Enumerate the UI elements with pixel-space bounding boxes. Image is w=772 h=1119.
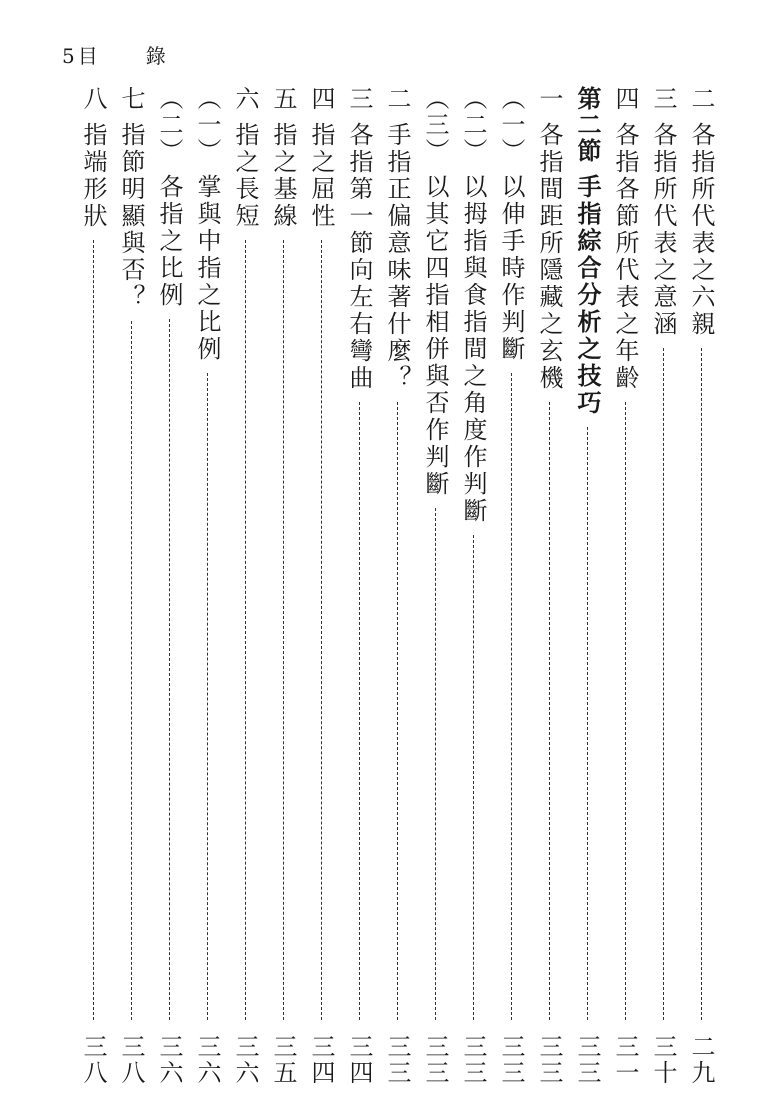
toc-entry[interactable] [454,86,492,1086]
toc-entry[interactable] [264,86,302,1086]
section-number: 第二節 [573,86,602,164]
toc-entry[interactable] [302,86,340,1086]
entry-title: 各指所代表之六親 [687,122,715,338]
entry-title: 指之長短 [231,122,259,230]
entry-page-number: 三八 [117,1034,145,1086]
entry-title: 指之基線 [269,122,297,230]
entry-title: 指之屈性 [307,122,335,230]
toc-entry[interactable] [416,86,454,1086]
dotted-leader [397,402,398,1020]
section-title: 手指綜合分析之技巧 [573,174,602,417]
entry-title: 各指間距所隱藏之玄機 [535,122,563,392]
entry-page-number: 三一 [611,1034,639,1086]
dotted-leader [701,348,702,1020]
entry-title: 各指各節所代表之年齡 [611,122,639,392]
entry-title: 各指所代表之意涵 [649,122,677,338]
entry-page-number: 三六 [193,1034,221,1086]
entry-page-number: 三四 [307,1034,335,1086]
entry-page-number: 三六 [155,1034,183,1086]
entry-number: 六 [231,86,259,112]
dotted-leader [93,240,94,1020]
toc-entry[interactable] [644,86,682,1086]
entry-page-number: 三五 [269,1034,297,1086]
dotted-leader [511,373,512,1020]
dotted-leader [473,535,474,1020]
toc-entry[interactable] [112,86,150,1086]
toc-entry[interactable] [74,86,112,1086]
entry-page-number: 三三 [535,1034,563,1086]
dotted-leader [663,348,664,1020]
dotted-leader [435,508,436,1020]
dotted-leader [131,321,132,1020]
entry-title: 手指正偏意味著什麼？ [383,122,411,392]
entry-number: 三 [345,86,373,112]
entry-title: 以拇指與食指間之角度作判斷 [459,174,487,525]
entry-title: 掌與中指之比例 [193,174,221,363]
entry-number: 八 [79,86,107,112]
dotted-leader [283,240,284,1020]
entry-page-number: 三三 [573,1034,601,1086]
toc-entry[interactable] [606,86,644,1086]
toc-section-heading[interactable] [568,86,606,1086]
page-number: 5 [62,44,76,68]
entry-page-number: 三四 [345,1034,373,1086]
dotted-leader [169,319,170,1020]
dotted-leader [549,402,550,1020]
table-of-contents [74,86,720,1086]
dotted-leader [587,427,588,1020]
toc-entry[interactable] [340,86,378,1086]
toc-entry[interactable] [378,86,416,1086]
entry-page-number: 三三 [421,1034,449,1086]
toc-entry[interactable] [492,86,530,1086]
entry-title: 指端形狀 [79,122,107,230]
entry-page-number: 三十 [649,1034,677,1086]
page-header [62,40,180,69]
entry-page-number: 三八 [79,1034,107,1086]
dotted-leader [321,240,322,1020]
entry-title: 各指之比例 [155,174,183,309]
dotted-leader [359,402,360,1020]
page-title: 目 錄 [77,44,180,68]
entry-number: 四 [307,86,335,112]
entry-number: 二 [687,86,715,112]
entry-number: （二） [155,86,183,164]
entry-title: 指節明顯與否？ [117,122,145,311]
entry-page-number: 三三 [497,1034,525,1086]
entry-number: 一 [535,86,563,112]
entry-page-number: 二九 [687,1034,715,1086]
toc-entry[interactable] [226,86,264,1086]
entry-number: 七 [117,86,145,112]
entry-number: （三） [421,86,449,164]
toc-entry[interactable] [188,86,226,1086]
entry-title: 以伸手時作判斷 [497,174,525,363]
toc-entry[interactable] [530,86,568,1086]
entry-page-number: 三三 [459,1034,487,1086]
entry-page-number: 三六 [231,1034,259,1086]
dotted-leader [245,240,246,1020]
entry-number: 二 [383,86,411,112]
entry-number: （一） [193,86,221,164]
entry-number: （一） [497,86,525,164]
entry-title: 以其它四指相併與否作判斷 [421,174,449,498]
entry-number: 四 [611,86,639,112]
toc-entry[interactable] [150,86,188,1086]
dotted-leader [625,402,626,1020]
entry-title: 各指第一節向左右彎曲 [345,122,373,392]
toc-entry[interactable] [682,86,720,1086]
dotted-leader [207,373,208,1020]
entry-number: 五 [269,86,297,112]
entry-number: （二） [459,86,487,164]
entry-page-number: 三三 [383,1034,411,1086]
entry-number: 三 [649,86,677,112]
